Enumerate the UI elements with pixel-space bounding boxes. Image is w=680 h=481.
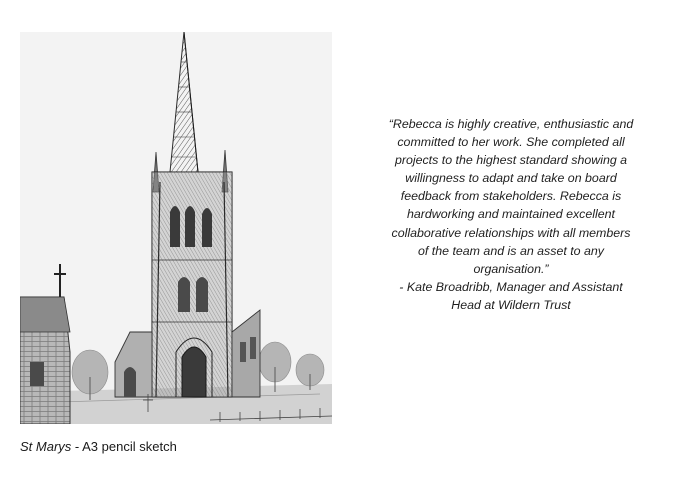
testimonial (386, 115, 636, 314)
artwork-medium: A3 pencil sketch (82, 439, 177, 454)
sketch-artwork (20, 32, 332, 424)
testimonial-text: “Rebecca is highly creative, enthusiastic and committed to her work. She completed all projects to the highest standard showing a willingness to adapt and take on board feedback from stakeholders. Rebecca is hardworking and maintained excellent collaborative relationships with all members of the team and is an asset to any organisation.” (388, 117, 634, 276)
artwork-title: St Marys (20, 439, 72, 454)
caption-separator: - (71, 439, 83, 454)
artwork-caption (20, 438, 177, 456)
st-marys-pencil-sketch (20, 32, 332, 424)
testimonial-attribution: - Kate Broadribb, Manager and Assistant Head at Wildern Trust (399, 279, 623, 312)
